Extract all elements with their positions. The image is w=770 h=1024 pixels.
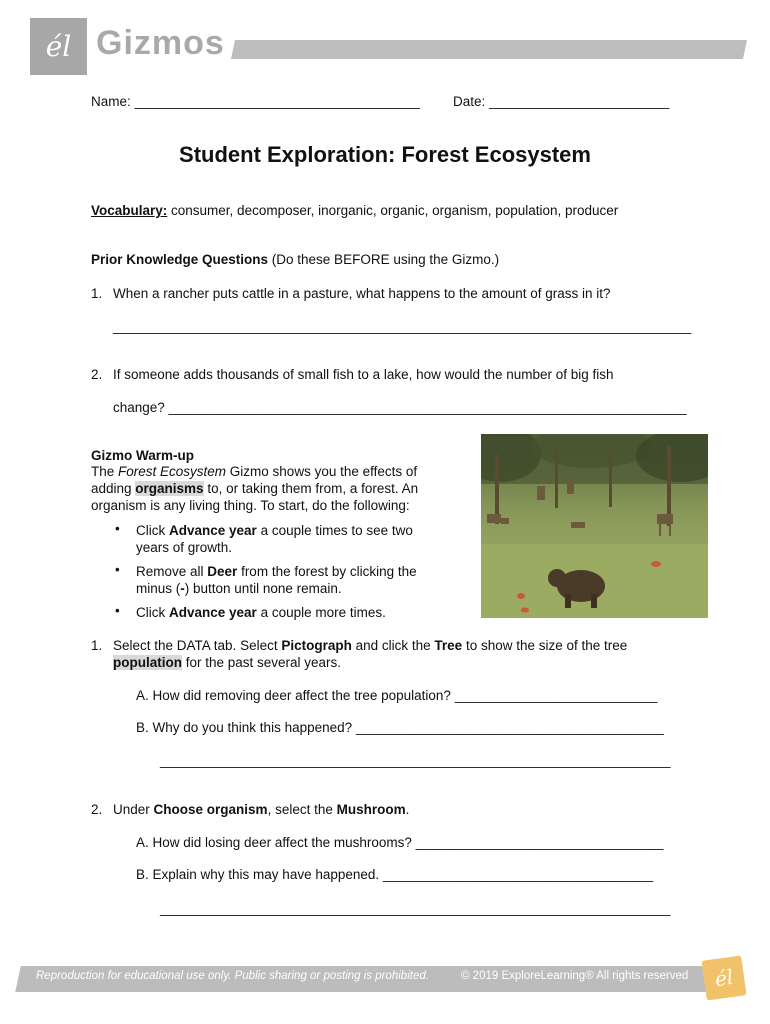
activity-q2-number: 2. xyxy=(91,802,103,817)
vocabulary-label: Vocabulary: xyxy=(91,203,168,218)
vocabulary-terms: consumer, decomposer, inorganic, organic, organism, population, producer xyxy=(167,203,619,218)
prior-q2-number: 2. xyxy=(91,367,103,382)
prior-q2-text: If someone adds thousands of small fish to a lake, how would the number of big fish xyxy=(113,367,614,382)
bullet-1-line-1: Click Advance year a couple times to see two xyxy=(136,523,413,538)
prior-heading-text: Prior Knowledge Questions xyxy=(91,252,269,267)
activity-q1-line-2: population for the past several years. xyxy=(113,655,342,670)
vocabulary-line xyxy=(91,202,618,219)
prior-note: (Do these BEFORE using the Gizmo.) xyxy=(268,252,500,267)
activity-q1-number: 1. xyxy=(91,638,103,653)
explorelearning-logo: él xyxy=(30,18,87,75)
activity-q1b[interactable]: B. Why do you think this happened? _________________________________________ xyxy=(136,720,664,735)
bullet-2-line-1: Remove all Deer from the forest by clicking the xyxy=(136,564,417,579)
footer-notice: Reproduction for educational use only. Public sharing or posting is prohibited. xyxy=(36,970,429,982)
brand-title: Gizmos xyxy=(96,24,225,62)
page-title: Student Exploration: Forest Ecosystem xyxy=(179,142,591,167)
activity-q1b-answer-line[interactable]: ____________________________________________________________________ xyxy=(160,753,671,768)
bullet-2-dot: • xyxy=(115,562,120,577)
warmup-line-1: The Forest Ecosystem Gizmo shows you the effects of xyxy=(91,464,418,479)
activity-q2b-answer-line[interactable]: ____________________________________________________________________ xyxy=(160,901,671,916)
bullet-3-line-1: Click Advance year a couple more times. xyxy=(136,605,386,620)
prior-q2-answer-line[interactable]: change? _____________________________________________________________________ xyxy=(113,400,687,415)
bullet-1-line-2: years of growth. xyxy=(136,540,233,555)
activity-q1a[interactable]: A. How did removing deer affect the tree population? ___________________________ xyxy=(136,688,658,703)
name-field[interactable]: Name: ______________________________________ xyxy=(91,94,420,109)
activity-q2b[interactable]: B. Explain why this may have happened. ____________________________________ xyxy=(136,867,654,882)
bullet-2-line-2: minus (-) button until none remain. xyxy=(136,581,342,596)
activity-q2-line: Under Choose organism, select the Mushroom. xyxy=(113,802,410,817)
footer-copyright: © 2019 ExploreLearning® All rights reserved xyxy=(461,970,689,982)
header-bar xyxy=(231,40,747,59)
prior-knowledge-heading xyxy=(91,251,499,268)
activity-q2a[interactable]: A. How did losing deer affect the mushrooms? _________________________________ xyxy=(136,835,664,850)
bullet-1-dot: • xyxy=(115,521,120,536)
warmup-line-3: organism is any living thing. To start, do the following: xyxy=(91,498,410,513)
prior-q1-answer-line[interactable]: _____________________________________________________________________________ xyxy=(113,319,692,334)
prior-q1-text: When a rancher puts cattle in a pasture, what happens to the amount of grass in it? xyxy=(113,286,611,301)
activity-q1-line-1: Select the DATA tab. Select Pictograph and click the Tree to show the size of the tree xyxy=(113,638,628,653)
forest-ecosystem-image xyxy=(481,434,708,618)
prior-q1-number: 1. xyxy=(91,286,103,301)
date-field[interactable]: Date: ________________________ xyxy=(453,94,670,109)
footer-logo: él xyxy=(701,955,746,1000)
bullet-3-dot: • xyxy=(115,603,120,618)
warmup-line-2: adding organisms to, or taking them from, a forest. An xyxy=(91,481,419,496)
warmup-heading: Gizmo Warm-up xyxy=(91,448,194,463)
